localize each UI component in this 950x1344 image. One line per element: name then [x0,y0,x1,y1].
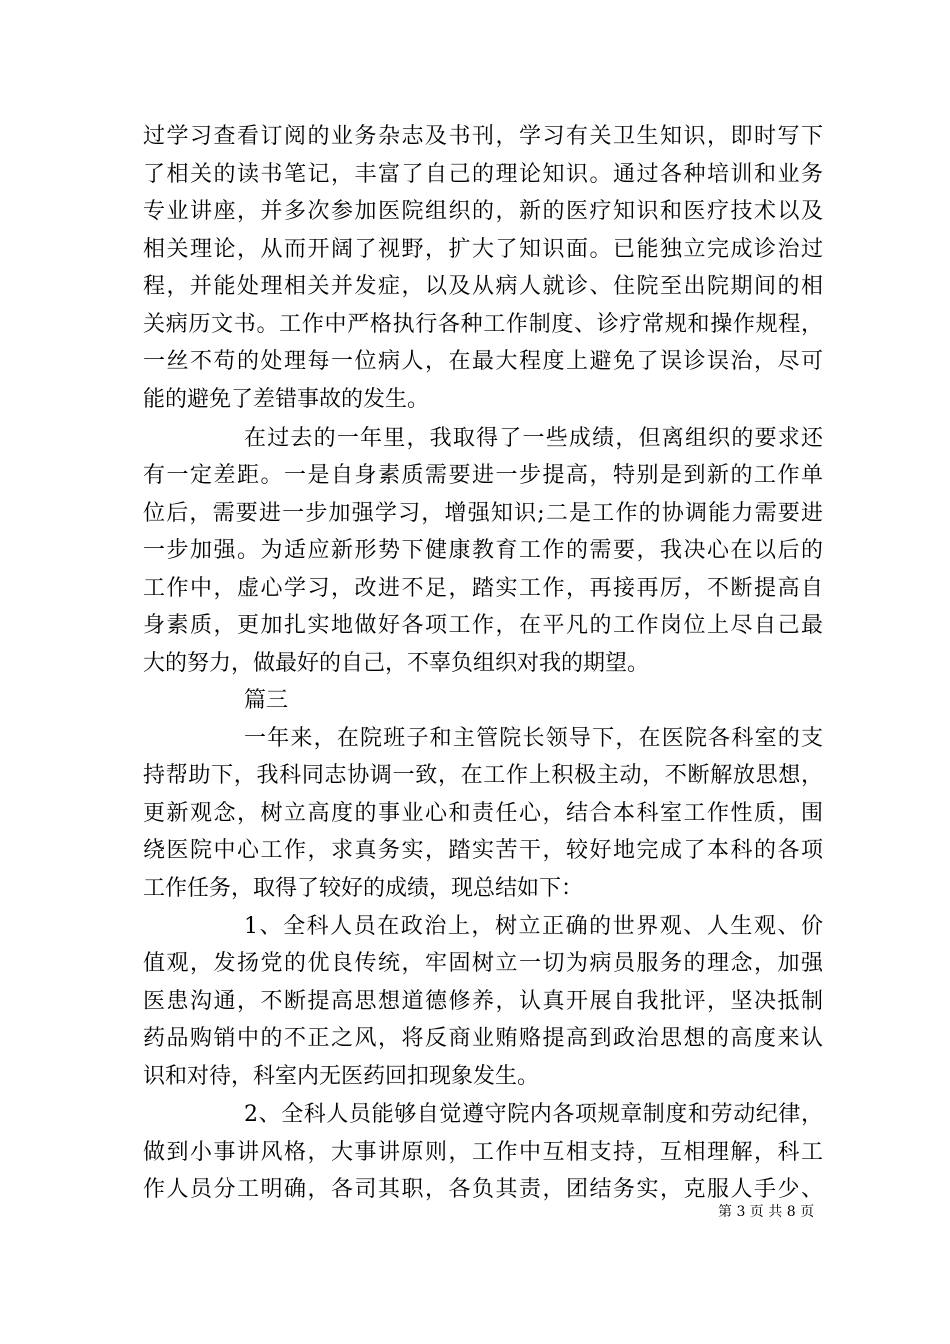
text-line: 持帮助下，我科同志协调一致，在工作上积极主动，不断解放思想， [143,763,823,788]
text-line: 过学习查看订阅的业务杂志及书刊，学习有关卫生知识，即时写下 [143,124,823,149]
text-line: 位后，需要进一步加强学习，增强知识;二是工作的协调能力需要进 [143,501,823,526]
text-line: 作人员分工明确，各司其职，各负其责，团结务实，克服人手少、 [143,1177,823,1202]
paragraph-first-line: 2、全科人员能够自觉遵守院内各项规章制度和劳动纪律， [244,1102,823,1127]
section-heading: 篇三 [244,688,289,713]
paragraph-first-line: 在过去的一年里，我取得了一些成绩，但离组织的要求还 [244,426,823,451]
text-line: 能的避免了差错事故的发生。 [143,387,430,412]
text-line: 有一定差距。一是自身素质需要进一步提高，特别是到新的工作单 [143,463,823,488]
text-line: 工作中，虚心学习，改进不足，踏实工作，再接再厉，不断提高自 [143,576,823,601]
paragraph-first-line: 一年来，在院班子和主管院长领导下，在医院各科室的支 [244,726,823,751]
text-line: 工作任务，取得了较好的成绩，现总结如下： [143,876,584,901]
paragraph-first-line: 1、全科人员在政治上，树立正确的世界观、人生观、价 [244,914,823,939]
text-line: 大的努力，做最好的自己，不辜负组织对我的期望。 [143,651,650,676]
text-line: 相关理论，从而开阔了视野，扩大了知识面。已能独立完成诊治过 [143,237,823,262]
text-line: 一丝不苟的处理每一位病人，在最大程度上避免了误诊误治，尽可 [143,349,823,374]
text-line: 绕医院中心工作，求真务实，踏实苦干，较好地完成了本科的各项 [143,838,823,863]
text-line: 值观，发扬党的优良传统，牢固树立一切为病员服务的理念，加强 [143,951,823,976]
text-line: 识和对待，科室内无医药回扣现象发生。 [143,1064,540,1089]
text-line: 做到小事讲风格，大事讲原则，工作中互相支持，互相理解，科工 [143,1140,823,1165]
text-line: 医患沟通，不断提高思想道德修养，认真开展自我批评，坚决抵制 [143,989,823,1014]
text-line: 一步加强。为适应新形势下健康教育工作的需要，我决心在以后的 [143,538,823,563]
text-line: 身素质，更加扎实地做好各项工作，在平凡的工作岗位上尽自己最 [143,613,823,638]
text-line: 药品购销中的不正之风，将反商业贿赂提高到政治思想的高度来认 [143,1026,823,1051]
page-number-footer: 第 3 页 共 8 页 [718,1204,815,1220]
text-line: 关病历文书。工作中严格执行各种工作制度、诊疗常规和操作规程， [143,312,823,337]
text-line: 程，并能处理相关并发症，以及从病人就诊、住院至出院期间的相 [143,274,823,299]
text-line: 了相关的读书笔记，丰富了自己的理论知识。通过各种培训和业务 [143,162,823,187]
text-line: 更新观念，树立高度的事业心和责任心，结合本科室工作性质，围 [143,801,823,826]
text-line: 专业讲座，并多次参加医院组织的，新的医疗知识和医疗技术以及 [143,199,823,224]
